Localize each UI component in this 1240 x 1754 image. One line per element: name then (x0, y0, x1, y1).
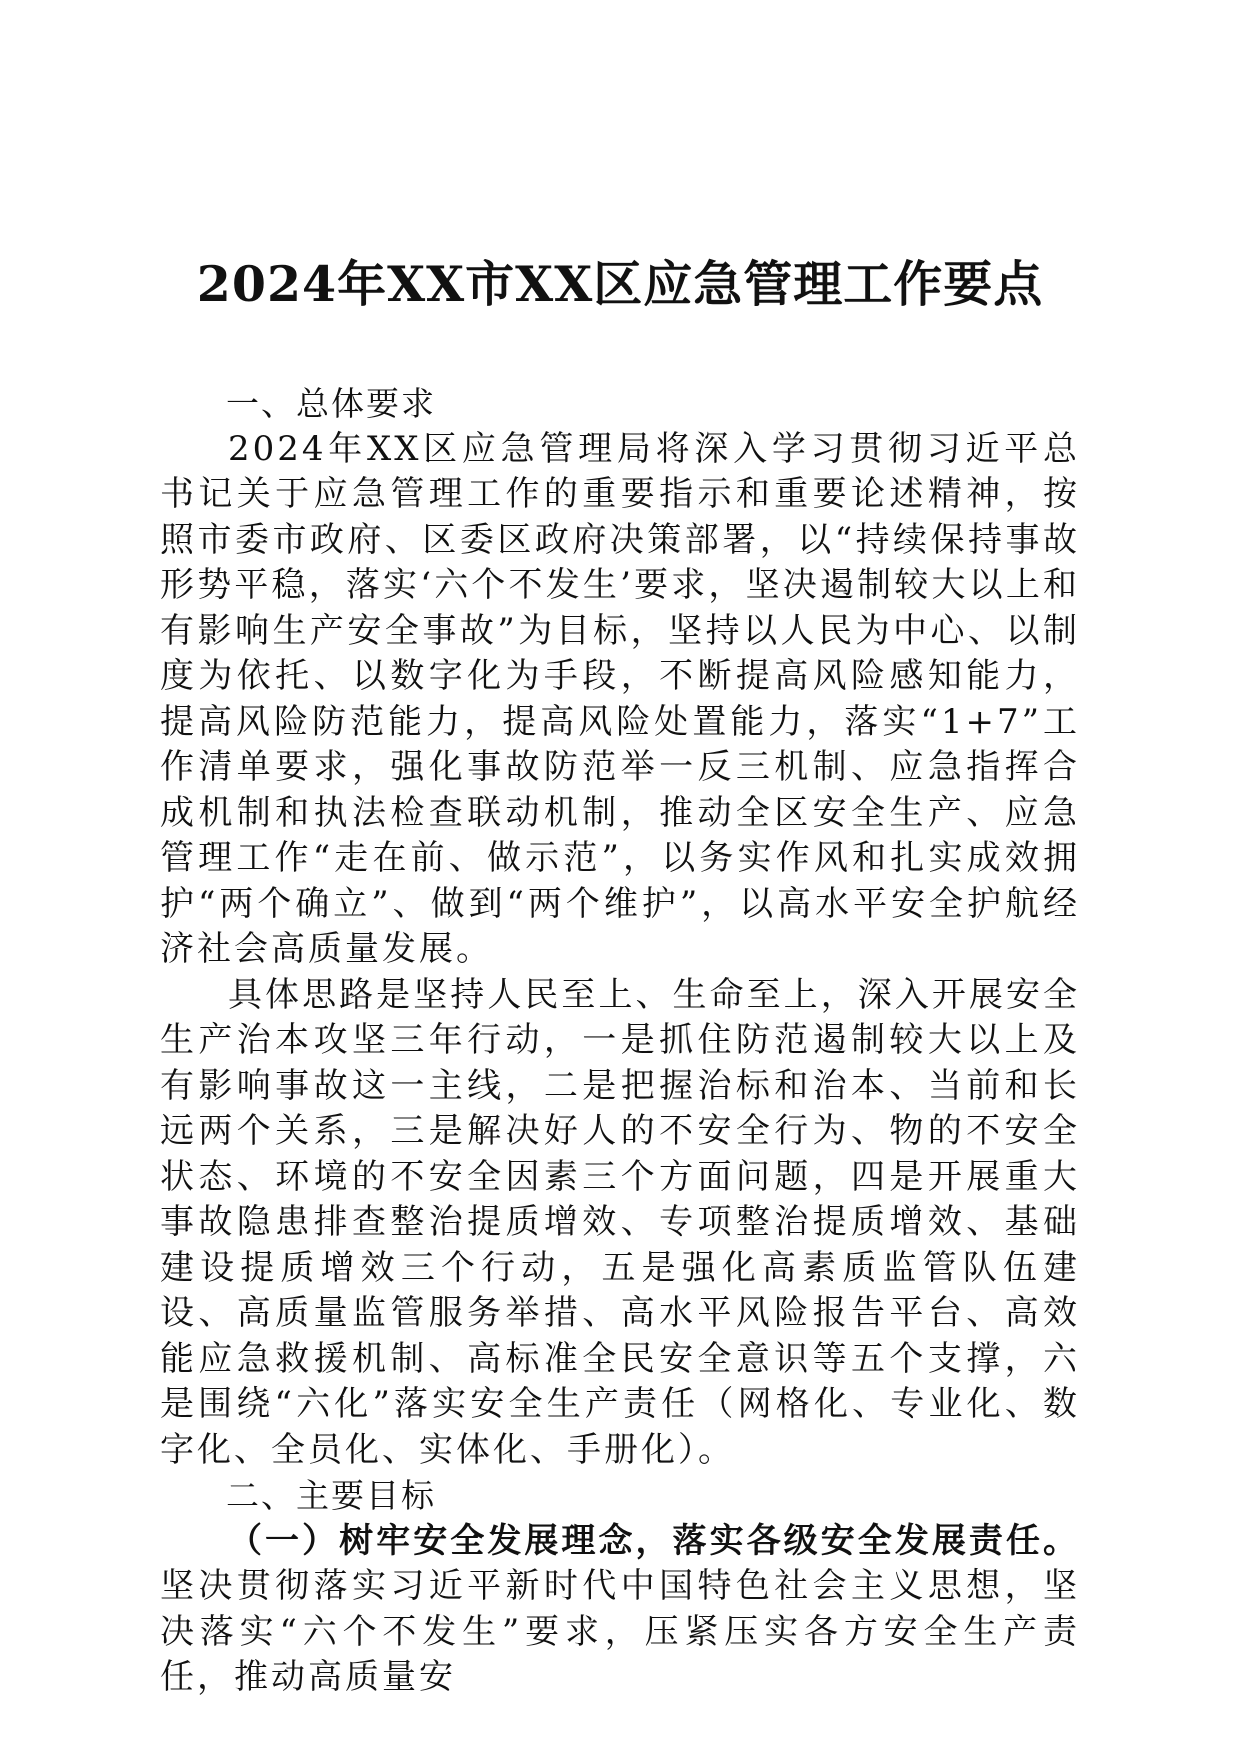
document-body (160, 381, 1080, 1701)
section-heading-main-goals: 二、主要目标 (226, 1476, 436, 1515)
document-title: 2024年XX市XX区应急管理工作要点 (196, 255, 1044, 313)
subsection-lead: （一）树牢安全发展理念，落实各级安全发展责任。 (228, 1520, 1080, 1561)
paragraph-main-goal-1 (160, 1519, 1080, 1701)
paragraph-general-requirements: 2024年XX区应急管理局将深入学习贯彻习近平总书记关于应急管理工作的重要指示和重要论述精神，按照市委市政府、区委区政府决策部署，以“持续保持事故形势平稳，落实‘六个不发生’要求，坚决遏制较大以上和有影响生产安全事故”为目标，坚持以人民为中心、以制度为依托、以数字化为手段，不断提高风险感知能力，提高风险防范能力，提高风险处置能力，落实“1+7”工作清单要求，强化事故防范举一反三机制、应急指挥合成机制和执法检查联动机制，推动全区安全生产、应急管理工作“走在前、做示范”，以务实作风和扎实成效拥护“两个确立”、做到“两个维护”，以高水平安全护航经济社会高质量发展。 (160, 428, 1080, 969)
subsection-text: 坚决贯彻落实习近平新时代中国特色社会主义思想，坚决落实“六个不发生”要求，压紧压实各方安全生产责任，推动高质量安 (160, 1566, 1080, 1697)
section-heading-general-requirements: 一、总体要求 (226, 384, 436, 423)
paragraph-specific-approach: 具体思路是坚持人民至上、生命至上，深入开展安全生产治本攻坚三年行动，一是抓住防范遏制较大以上及有影响事故这一主线，二是把握治标和治本、当前和长远两个关系，三是解决好人的不安全行为、物的不安全状态、环境的不安全因素三个方面问题，四是开展重大事故隐患排查整治提质增效、专项整治提质增效、基础建设提质增效三个行动，五是强化高素质监管队伍建设、高质量监管服务举措、高水平风险报告平台、高效能应急救援机制、高标准全民安全意识等五个支撑，六是围绕“六化”落实安全生产责任（网格化、专业化、数字化、全员化、实体化、手册化）。 (160, 974, 1080, 1470)
